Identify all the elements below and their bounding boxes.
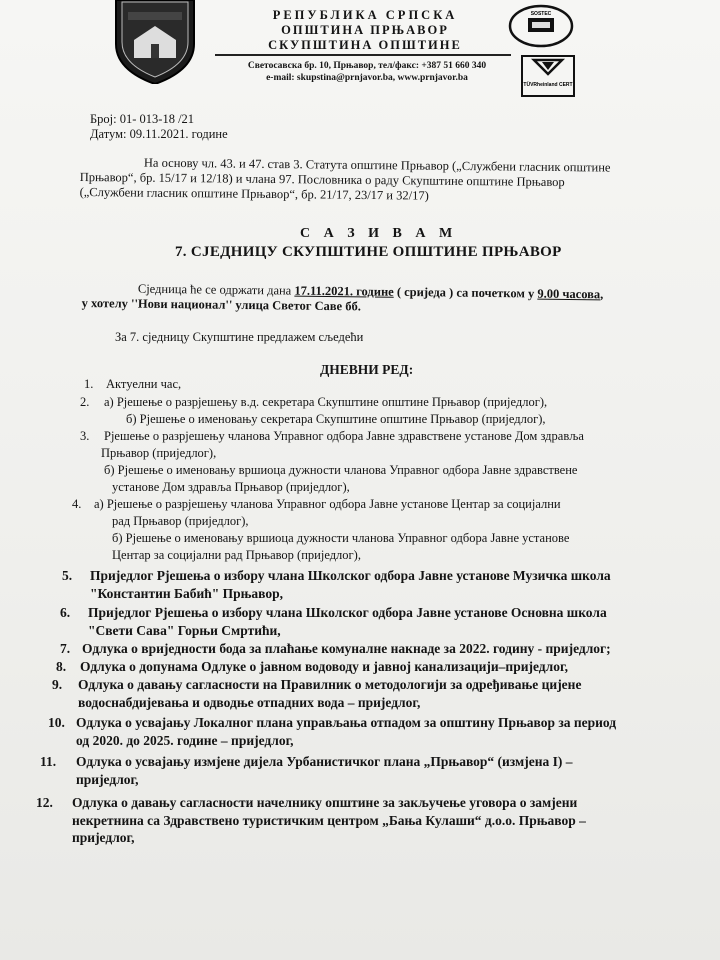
municipal-coat-of-arms-icon [112,0,198,84]
agenda-item-line: некретнина са Здравствено туристичким центром „Бања Кулаши“ д.о.о. Прњавор – [72,812,586,828]
agenda-item-number: 5. [62,568,73,583]
agenda-item [60,640,611,658]
contact-address: Светосавска бр. 10, Прњавор, тел/факс: +387 51 660 340 [247,61,487,71]
agenda-item-line: Приједлог Рјешења о избору члана Школског одбора Јавне установе Основна школа [88,605,607,620]
letterhead-divider [215,54,511,56]
agenda-item [56,658,568,676]
agenda-item-line: водоснабдијевања и одводње отпадних вода – приједлог, [78,694,421,710]
agenda-item-line: Рјешење о разрјешењу чланова Управног одбора Јавне здравствене установе Дом здравља [104,429,584,443]
agenda-item-line: "Свети Сава" Горњи Смртићи, [88,622,281,638]
session-date: 17.11.2021. године [294,283,394,299]
agenda-item-number: 8. [56,659,67,674]
agenda-item-line: а) Рјешење о разрјешењу чланова Управног одбора Јавне установе Центар за социјални [94,497,561,511]
agenda-item-number: 12. [36,795,53,810]
agenda-item [40,753,573,787]
agenda-item-number: 4. [72,497,82,511]
agenda-item-number: 9. [52,677,63,692]
agenda-item-line: Одлука о давању сагласности на Правилник о методологији за одређивање цијене [78,677,582,692]
session-text-part2: ( сриједа ) са почетком у [393,284,538,301]
legal-basis-paragraph [80,155,690,206]
session-title: 7. СЈЕДНИЦУ СКУПШТИНЕ ОПШТИНЕ ПРЊАВОР [175,244,562,260]
agenda-item [60,604,607,638]
session-venue: у хотелу ''Нови национал'' улица Светог Саве бб. [81,295,361,314]
agenda-item-line: а) Рјешење о разрјешењу в.д. секретара Скупштине општине Прњавор (приједлог), [104,395,548,409]
agenda-item-number: 6. [60,605,71,620]
session-text-part3: , [600,287,604,302]
agenda-item-line: Одлука о давању сагласности начелнику општине за закључење уговора о замјени [72,795,578,810]
agenda-item-line: б) Рјешење о именовању секретара Скупштине општине Прњавор (приједлог), [126,412,546,426]
agenda-item-line: б) Рјешење о именовању вршиоца дужности чланова Управног одбора Јавне установе [112,531,570,545]
agenda-item-line: "Константин Бабић" Прњавор, [90,585,283,601]
agenda-item-number: 2. [80,395,90,409]
agenda-item-number: 1. [84,377,94,391]
letterhead-line-republic: РЕПУБЛИКА СРПСКА [272,8,458,22]
agenda-item-line: од 2020. до 2025. године – приједлог, [76,732,294,748]
seal-caption: SOSTEC [530,11,552,17]
agenda-item-line: Одлука о усвајању измјене дијела Урбанистичког плана „Прњавор“ (измјена I) – [76,754,573,769]
intro-line: („Службени гласник општине Прњавор“, бр. 21/17, 23/17 и 32/17) [79,184,429,203]
agenda-item-line: Центар за социјални рад Прњавор (приједлог), [112,548,361,562]
agenda-item [80,428,584,494]
session-text-part1: Сједница ће се одржати дана [137,281,295,298]
contact-email-web: e-mail: skupstina@prnjavor.ba, www.prnjavor.ba [266,73,468,83]
intro-line: На основу чл. 43. и 47. став 3. Статута општине Прњавор („Службени гласник општине [143,155,611,175]
convocation-title: С А З И В А М [300,226,458,241]
agenda-item-line: приједлог, [76,771,139,787]
letterhead-line-municipality: ОПШТИНА ПРЊАВОР [281,23,449,37]
agenda-item [52,676,582,710]
tuv-cert-logo-icon [520,54,576,98]
agenda-item-line: Приједлог Рјешења о избору члана Школског одбора Јавне установе Музичка школа [90,568,611,583]
letterhead [215,8,515,53]
agenda-proposal-text: За 7. сједницу Скупштине предлажем сљедећи [115,330,364,344]
agenda-item [72,496,570,562]
document-date: Датум: 09.11.2021. године [90,127,228,141]
agenda-item [84,376,182,393]
agenda-item-number: 10. [48,715,65,730]
agenda-item-number: 7. [60,641,71,656]
agenda-item-line: Одлука о вриједности бода за плаћање комуналне накнаде за 2022. годину - приједлог; [82,641,611,656]
agenda-heading: ДНЕВНИ РЕД: [320,362,414,377]
session-info [82,281,682,318]
agenda-item-line: установе Дом здравља Прњавор (приједлог), [112,480,350,494]
agenda-item [48,714,617,748]
tuv-caption: TÜVRheinland CERT [523,82,573,88]
agenda-item-number: 11. [40,754,57,769]
certification-seal-icon [508,4,574,48]
agenda-item [36,794,586,845]
intro-line: Прњавор“, бр. 15/17 и 12/18) и члана 97. Пословника о раду Скупштине општине Прњавор [79,169,565,190]
agenda-item-number: 3. [80,429,90,443]
agenda-item-line: Одлука о допунама Одлуке о јавном водоводу и јавној канализацији–приједлог, [80,659,568,674]
agenda-item-line: б) Рјешење о именовању вршиоца дужности чланова Управног одбора Јавне здравствене [104,463,578,477]
document-number: Број: 01- 013-18 /21 [90,112,195,126]
agenda-item-line: Актуелни час, [106,377,182,391]
letterhead-line-assembly: СКУПШТИНА ОПШТИНЕ [268,38,462,52]
agenda-item [80,394,548,426]
session-time: 9.00 часова [537,286,601,302]
agenda-item [62,567,611,601]
agenda-item-line: Прњавор (приједлог), [101,446,217,460]
letterhead-contact [222,60,512,84]
agenda-item-line: рад Прњавор (приједлог), [112,514,249,528]
agenda-item-line: приједлог, [72,830,135,845]
agenda-item-line: Одлука о усвајању Локалног плана управљања отпадом за општину Прњавор за период [76,715,617,730]
